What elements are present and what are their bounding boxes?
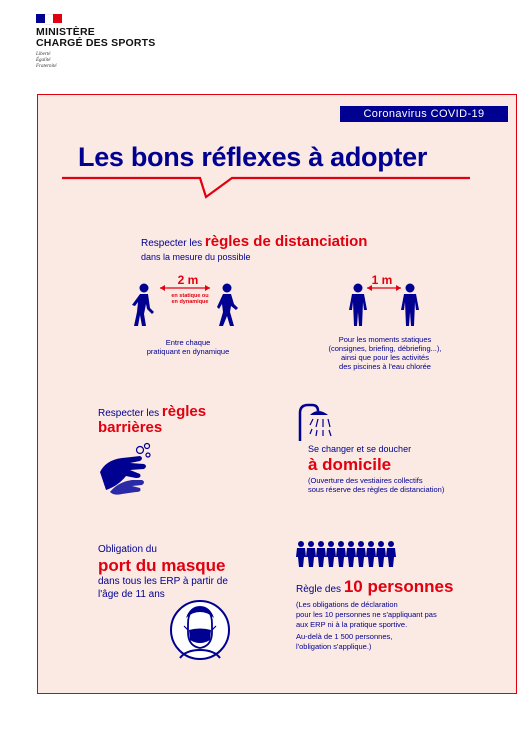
ministry-line-1: MINISTÈRE: [36, 26, 95, 38]
standing-people-icon: [345, 282, 425, 332]
shower-note-2: sous réserve des règles de distanciation): [308, 485, 445, 494]
distance-right-caption-4: des piscines à l'eau chlorée: [339, 362, 431, 371]
motto-egalite: Égalité: [36, 58, 51, 63]
motto-liberte: Liberté: [36, 52, 51, 57]
distance-2m-note-1: en statique ou: [171, 293, 209, 299]
walking-people-icon: [130, 282, 242, 332]
covid-tag: Coronavirus COVID-19: [340, 106, 508, 122]
masked-face-icon: [168, 598, 232, 662]
distance-1m-label: 1 m: [371, 273, 393, 287]
shower-icon: [296, 403, 342, 443]
poster-title: Les bons réflexes à adopter: [78, 142, 428, 172]
ministry-line-2: CHARGÉ DES SPORTS: [36, 37, 156, 49]
persons-note-5: l'obligation s'applique.): [296, 642, 372, 651]
distance-2m-note-2: en dynamique: [171, 299, 209, 305]
motto-fraternite: Fraternité: [36, 64, 57, 69]
distance-2m-label: 2 m: [177, 273, 199, 287]
barriers-heading: Respecter les règles: [98, 403, 207, 420]
persons-note-4: Au-delà de 1 500 personnes,: [296, 632, 393, 641]
distance-right-caption-1: Pour les moments statiques: [338, 335, 432, 344]
shower-highlight: à domicile: [308, 455, 392, 474]
persons-note-3: aux ERP ni à la pratique sportive.: [296, 620, 408, 629]
distance-left-caption-2: pratiquant en dynamique: [146, 347, 230, 356]
hand-washing-icon: [96, 442, 162, 498]
persons-note-2: pour les 10 personnes ne s'appliquant pas: [296, 610, 437, 619]
distance-sub: dans la mesure du possible: [141, 252, 251, 262]
barriers-highlight-2: barrières: [98, 419, 163, 436]
shower-line: Se changer et se doucher: [308, 444, 412, 454]
persons-heading: Règle des 10 personnes: [296, 577, 454, 596]
shower-note-1: (Ouverture des vestiaires collectifs: [308, 476, 423, 485]
mask-line-2: dans tous les ERP à partir de: [98, 576, 228, 587]
distance-right-caption-2: (consignes, briefing, débriefing...),: [328, 344, 442, 353]
distance-right-caption-3: ainsi que pour les activités: [341, 353, 429, 362]
persons-note-1: (Les obligations de déclaration: [296, 600, 398, 609]
group-people-icon: [296, 540, 400, 568]
mask-highlight: port du masque: [98, 556, 226, 575]
distance-left-caption-1: Entre chaque: [165, 338, 211, 347]
mask-line-3: l'âge de 11 ans: [98, 589, 165, 600]
mask-line-1: Obligation du: [98, 544, 157, 555]
distance-heading: Respecter les règles de distanciation: [141, 233, 368, 250]
